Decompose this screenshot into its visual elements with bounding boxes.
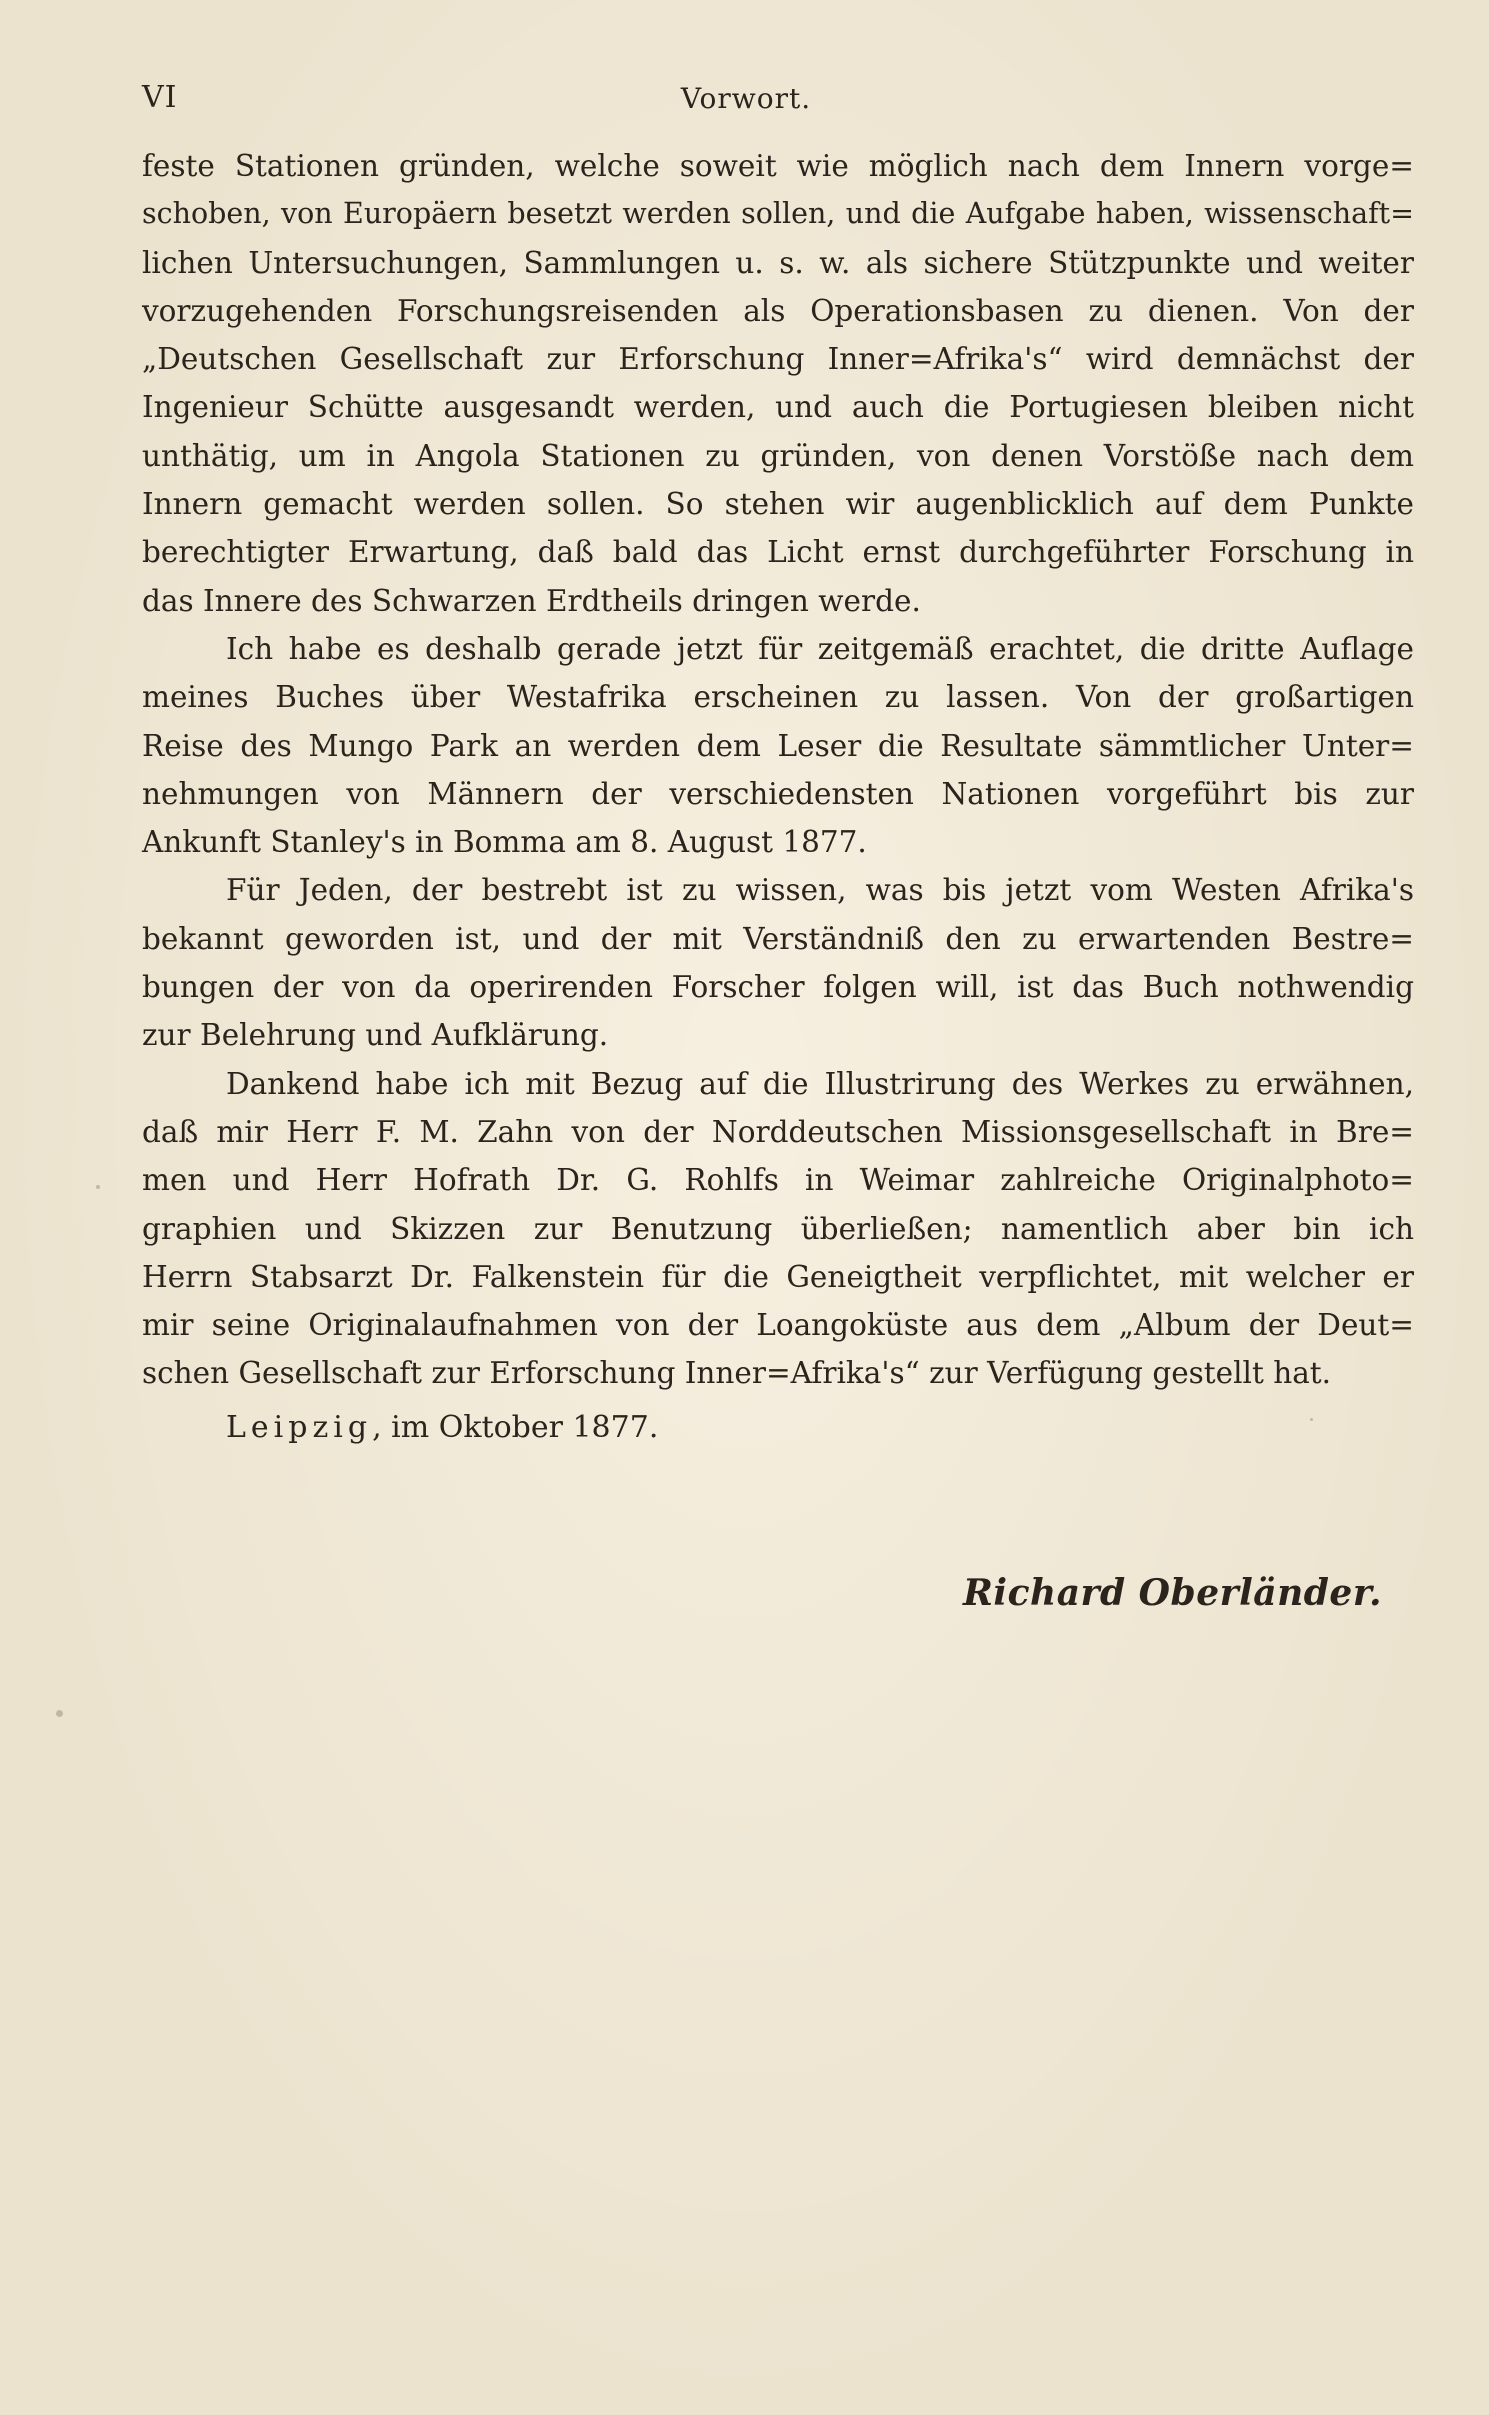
dateline-place: Leipzig: [226, 1410, 373, 1445]
text-line: zur Belehrung und Aufklärung.: [142, 1018, 609, 1053]
text-line: Ich habe es deshalb gerade jetzt für zeitgemäß erachtet, die dritte Auflage: [226, 631, 1414, 666]
text-line: das Innere des Schwarzen Erdtheils dringen werde.: [142, 583, 921, 618]
text-line: daß mir Herr F. M. Zahn von der Norddeutschen Missionsgesellschaft in Bre=: [142, 1114, 1414, 1149]
text-line: graphien und Skizzen zur Benutzung überließen; namentlich aber bin ich: [142, 1211, 1414, 1246]
text-line: Ankunft Stanley's in Bomma am 8. August 1877.: [142, 825, 867, 860]
running-head: Vorwort.: [680, 82, 812, 115]
text-line: feste Stationen gründen, welche soweit wie möglich nach dem Innern vorge=: [142, 149, 1414, 183]
paragraph: [142, 625, 1414, 866]
text-line: Innern gemacht werden sollen. So stehen wir augenblicklich auf dem Punkte: [142, 487, 1414, 522]
text-line: men und Herr Hofrath Dr. G. Rohlfs in Weimar zahlreiche Originalphoto=: [142, 1163, 1414, 1198]
text-line: schoben, von Europäern besetzt werden sollen, und die Aufgabe haben, wissenschaft=: [142, 197, 1414, 231]
text-line: bungen der von da operirenden Forscher folgen will, ist das Buch nothwendig: [142, 970, 1414, 1005]
text-line: Ingenieur Schütte ausgesandt werden, und auch die Portugiesen bleiben nicht: [142, 390, 1414, 425]
paragraph: [142, 1060, 1414, 1398]
text-line: nehmungen von Männern der verschiedensten Nationen vorgeführt bis zur: [142, 776, 1414, 811]
text-line: vorzugehenden Forschungsreisenden als Operationsbasen zu dienen. Von der: [142, 293, 1414, 328]
text-line: bekannt geworden ist, und der mit Verständniß den zu erwartenden Bestre=: [142, 921, 1414, 956]
dateline: [226, 1410, 658, 1445]
text-line: Dankend habe ich mit Bezug auf die Illustrirung des Werkes zu erwähnen,: [226, 1066, 1414, 1101]
dateline-date: , im Oktober 1877.: [372, 1410, 659, 1445]
text-line: berechtigter Erwartung, daß bald das Licht ernst durchgeführter Forschung in: [142, 535, 1414, 570]
paragraph: [142, 866, 1414, 1059]
page-number: VI: [142, 80, 178, 115]
text-line: lichen Untersuchungen, Sammlungen u. s. w. als sichere Stützpunkte und weiter: [142, 245, 1414, 280]
paper-speck: [96, 1185, 100, 1189]
paper-speck: [56, 1710, 63, 1717]
preface-body: [142, 142, 1414, 1398]
paper-speck: [1310, 1418, 1313, 1421]
paragraph: [142, 142, 1414, 625]
text-line: unthätig, um in Angola Stationen zu gründen, von denen Vorstöße nach dem: [142, 438, 1414, 473]
text-line: mir seine Originalaufnahmen von der Loangoküste aus dem „Album der Deut=: [142, 1308, 1414, 1343]
text-line: Reise des Mungo Park an werden dem Leser die Resultate sämmtlicher Unter=: [142, 728, 1414, 763]
page-header: [142, 80, 1350, 120]
text-line: Herrn Stabsarzt Dr. Falkenstein für die Geneigtheit verpflichtet, mit welcher er: [142, 1259, 1414, 1294]
text-line: „Deutschen Gesellschaft zur Erforschung Inner=Afrika's“ wird demnächst der: [142, 342, 1414, 377]
author-signature: Richard Oberländer.: [963, 1572, 1383, 1614]
text-line: Für Jeden, der bestrebt ist zu wissen, was bis jetzt vom Westen Afrika's: [226, 873, 1414, 908]
text-line: schen Gesellschaft zur Erforschung Inner=Afrika's“ zur Verfügung gestellt hat.: [142, 1356, 1332, 1391]
text-line: meines Buches über Westafrika erscheinen zu lassen. Von der großartigen: [142, 680, 1414, 715]
